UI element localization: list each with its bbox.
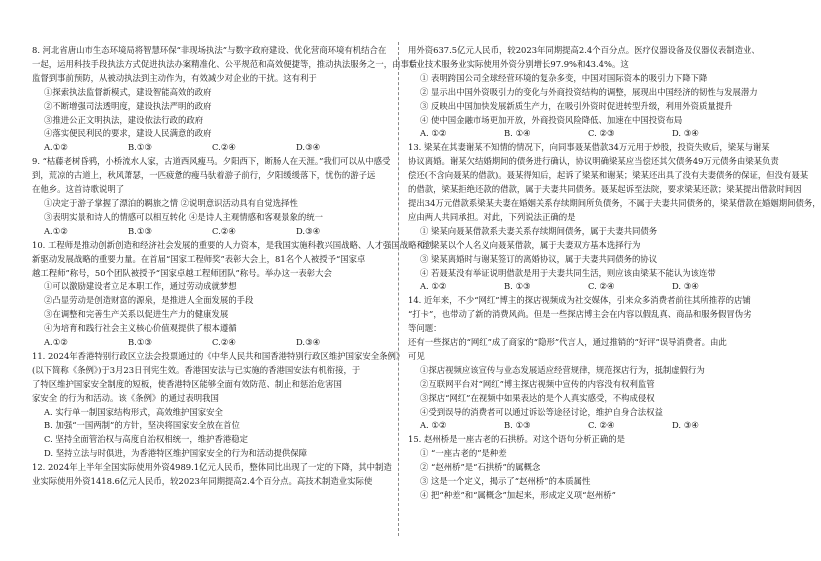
question-8 xyxy=(32,44,418,155)
text-line: 业实际使用外资1418.6亿元人民币，较2023年同期提高2.4个百分点。高技术制造业实际使 xyxy=(32,476,373,487)
option-a: A.①② xyxy=(44,142,68,153)
answer-options xyxy=(32,336,382,350)
text-line: 14. 近年来，不少“网红”博主的探店视频成为社交媒体，引来众多消费者前往其所推荐的店铺 xyxy=(408,295,751,306)
choice-statement: ④ 若聂某没有举证说明借款是用于夫妻共同生活，则应该由梁某不能认为该连带 xyxy=(420,267,716,278)
question-13 xyxy=(408,141,821,294)
option-a: A. 实行单一制国家结构形式，高效维护国家安全 xyxy=(44,406,223,417)
choice-statement: ② “赵州桥”是“石拱桥”的属概念 xyxy=(420,462,541,473)
text-line: 一起，运用科技手段执法方式促进执法办案精准化、公平规范和高效便捷等，推动执法服务之一，由事后 xyxy=(32,58,418,69)
question-15 xyxy=(408,433,758,503)
column-divider xyxy=(398,42,399,536)
choice-statement: ①探店视频应该宣传与业态发展适应经营规律，规范探店行为，抵制虚假行为 xyxy=(420,364,705,375)
option-b: B.①③ xyxy=(128,337,152,348)
text-line: 还有一些探店的“网红”成了商家的“隐形”代言人，通过推销的“好评”误导消费者。由此 xyxy=(408,337,727,348)
option-d: D. 坚持立法与时俱进，为香港特区维护国家安全的行为和活动提供保障 xyxy=(44,448,307,459)
text-line: 偿还(不含向聂某的借款)。聂某得知后，起诉了梁某和谢某；梁某还出具了没有夫妻债务的保证，但没有聂某 xyxy=(408,170,809,181)
choice-statement: ④为培育和践行社会主义核心价值观提供了根本遵循 xyxy=(44,323,237,334)
choice-statement: ① 表明跨国公司全球经营环境的复杂多变，中国对国际资本的吸引力下降下降 xyxy=(420,72,708,83)
answer-options xyxy=(32,225,382,239)
choice-statement: ③ 梁某离婚时与谢某签订的离婚协议，属于夫妻共同债务的协议 xyxy=(420,253,658,264)
choice-statement: ④受到误导的消费者可以通过诉讼等途径讨论，维护自身合法权益 xyxy=(420,406,663,417)
text-line: 10. 工程师是推动创新创造和经济社会发展的重要的人力资本，是我国实施科教兴国战略、人才强国战略和创 xyxy=(32,239,434,250)
option-b: B. ①④ xyxy=(504,128,531,139)
text-line: 8. 河北省唐山市生态环境局将智慧环保“非现场执法”与数字政府建设、优化营商环境有机结合在 xyxy=(32,45,387,55)
option-b: B. ①③ xyxy=(504,420,531,431)
option-c: C.②④ xyxy=(212,142,236,153)
question-12 xyxy=(32,461,392,489)
option-a: A. ①② xyxy=(420,281,447,292)
choice-statement: ① “一座古老的”是种差 xyxy=(420,448,507,459)
text-line: 越工程师”称号，50个团队被授予“国家卓越工程师团队”称号。举办这一表彰大会 xyxy=(32,267,332,278)
question-14 xyxy=(408,294,758,433)
choice-statement: ①可以激励建设者立足本职工作，通过劳动成就梦想 xyxy=(44,281,237,292)
option-d: D. ③④ xyxy=(672,128,699,139)
text-line: 13. 梁某在其妻谢某不知情的情况下，向同事聂某借款34万元用于炒股，投资失败后，梁某与谢某 xyxy=(408,142,770,153)
answer-options xyxy=(32,141,382,155)
option-d: D. ③④ xyxy=(672,281,699,292)
choice-statement: ②互联网平台对“网红”博主探店视频中宣传的内容没有权利监管 xyxy=(420,378,655,389)
text-line: 12. 2024年上半年全国实际使用外资4989.1亿元人民币，整体同比出现了一定的下降，其中制造 xyxy=(32,462,392,473)
text-line: 15. 赵州桥是一座古老的石拱桥。对这个语句分析正确的是 xyxy=(408,434,625,445)
choice-statement: ②不断增强司法透明度，建设执法严明的政府 xyxy=(44,100,212,111)
text-line: “打卡”，也带动了新的消费风尚。但是一些探店博主会在内容以假乱真、商品和服务假冒伪劣 xyxy=(408,309,752,320)
question-12-continued xyxy=(408,44,758,141)
question-11 xyxy=(32,350,405,461)
text-line: 新驱动发展战略的重要力量。在首届“国家工程师奖”表彰大会上，81名个人被授予“国家卓 xyxy=(32,253,366,264)
text-line: 用外资637.5亿元人民币，较2023年同期提高2.4个百分点。医疗仪器设备及仪器仪表制造业、 xyxy=(408,45,760,55)
text-line: 协议离婚。谢某欠结婚期间的债务进行确认，协议明确梁某应当偿还其欠债务49万元债务由梁某负责 xyxy=(408,156,779,167)
choice-statement: ③在调整和完善生产关系以促进生产力的健康发展 xyxy=(44,309,229,320)
right-column xyxy=(408,44,821,503)
text-line: 9. “枯藤老树昏鸦，小桥流水人家，古道西风瘦马。夕阳西下，断肠人在天涯。”我们可以从中感受 xyxy=(32,156,391,167)
choice-statement: ③表明实景和诗人的情感可以相互转化 ④是诗人主观情感和客观景象的统一 xyxy=(44,211,324,222)
question-9 xyxy=(32,155,391,238)
text-line: 提出34万元借款系梁某夫妻在婚姻关系存续期间所负债务，不属于夫妻共同债务的，梁某借款在婚姻期间债务， xyxy=(408,197,821,208)
option-b: B. ①③ xyxy=(504,281,531,292)
choice-statement: ④ 使中国金融市场更加开放，外商投资风险降低、加速在中国投资布局 xyxy=(420,114,683,125)
choice-statement: ①探索执法监督新模式，建设智能高效的政府 xyxy=(44,86,212,97)
option-c: C. ②④ xyxy=(588,281,615,292)
text-line: 11. 2024年香港特别行政区立法会投票通过的《中华人民共和国香港特别行政区维护国家安全条例》 xyxy=(32,350,405,361)
option-c: C. ②④ xyxy=(588,420,615,431)
choice-statement: ③ 这是一个定义，揭示了“赵州桥”的本质属性 xyxy=(420,476,591,487)
option-a: A. ①② xyxy=(420,420,447,431)
option-d: D.③④ xyxy=(296,337,321,348)
choice-statement: ④ 把“种差”和“属概念”加起来，形成定义项“赵州桥” xyxy=(420,490,616,500)
text-line: (以下简称《条例》)于3月23日刊宪生效。香港国安法与已实施的香港国安法有机衔接，于 xyxy=(32,364,361,375)
text-line: 监督到事前预防，从被动执法到主动作为，有效减少对企业的干扰。这有利于 xyxy=(32,72,317,83)
choice-statement: ① 梁某向聂某借款系夫妻关系存续期间债务，属于夫妻共同债务 xyxy=(420,225,658,236)
option-b: B. 加强“一国两制”的方针，坚决将国家安全放在首位 xyxy=(44,420,240,431)
text-line: 等问题： xyxy=(408,323,442,334)
option-d: D. ③④ xyxy=(672,420,699,431)
choice-statement: ④落实便民利民的要求，建设人民满意的政府 xyxy=(44,128,212,139)
choice-statement: ③推进公正文明执法，建设依法行政的政府 xyxy=(44,114,204,125)
text-line: 家安全 的行为和活动。该《条例》的通过表明我国 xyxy=(32,392,219,403)
text-line: 应由两人共同承担。对此，下列说法正确的是 xyxy=(408,211,576,222)
text-line: 了特区维护国家安全制度的短板，使香港特区能够全面有效防范、制止和惩治危害国 xyxy=(32,378,342,389)
option-a: A.①② xyxy=(44,337,68,348)
choice-statement: ①决定于游子掌握了漂泊的羁旅之情 ②说明意识活动具有自觉选择性 xyxy=(44,197,298,208)
option-c: C.②④ xyxy=(212,225,236,236)
choice-statement: ② 梁某以个人名义向聂某借款，属于夫妻双方基本选择行为 xyxy=(420,239,641,250)
option-b: B.①③ xyxy=(128,142,152,153)
option-b: B.①③ xyxy=(128,225,152,236)
option-d: D.③④ xyxy=(296,142,321,153)
option-a: A. ①② xyxy=(420,128,447,139)
text-line: 可见 xyxy=(408,350,425,361)
choice-statement: ② 显示出中国外资吸引力的变化与外商投资结构的调整，展现出中国经济的韧性与发展潜力 xyxy=(420,86,758,97)
answer-options xyxy=(408,127,758,141)
option-a: A.①② xyxy=(44,225,68,236)
text-line: 到，荒凉的古道上，秋风萧瑟，一匹疲惫的瘦马驮着游子前行，夕阳缓缓落下，忧伤的游子远 xyxy=(32,170,376,181)
option-c: C. 坚持全面管治权与高度自治权相统一，维护香港稳定 xyxy=(44,434,249,445)
text-line: 在他乡。这首诗歌说明了 xyxy=(32,184,125,195)
answer-options xyxy=(408,280,758,294)
option-c: C. ②③ xyxy=(588,128,615,139)
answer-options xyxy=(408,419,758,433)
text-line: 的借款，梁某拒绝还款的借款，属于夫妻共同债务。聂某起诉至法院，要求梁某还款；梁某提出借款时间因 xyxy=(408,184,802,195)
choice-statement: ③ 反映出中国加快发展新质生产力，在吸引外资时促进转型升级，利用外资质量提升 xyxy=(420,100,733,111)
choice-statement: ③探店“网红”在视频中如果表达的是个人真实感受，不构成侵权 xyxy=(420,392,655,403)
text-line: 专业技术服务业实际使用外资分别增长97.9%和43.4%。这 xyxy=(408,58,629,69)
choice-statement: ②凸显劳动是创造财富的源泉，是推进人全面发展的手段 xyxy=(44,295,254,306)
option-d: D.③④ xyxy=(296,225,321,236)
option-c: C.②④ xyxy=(212,337,236,348)
